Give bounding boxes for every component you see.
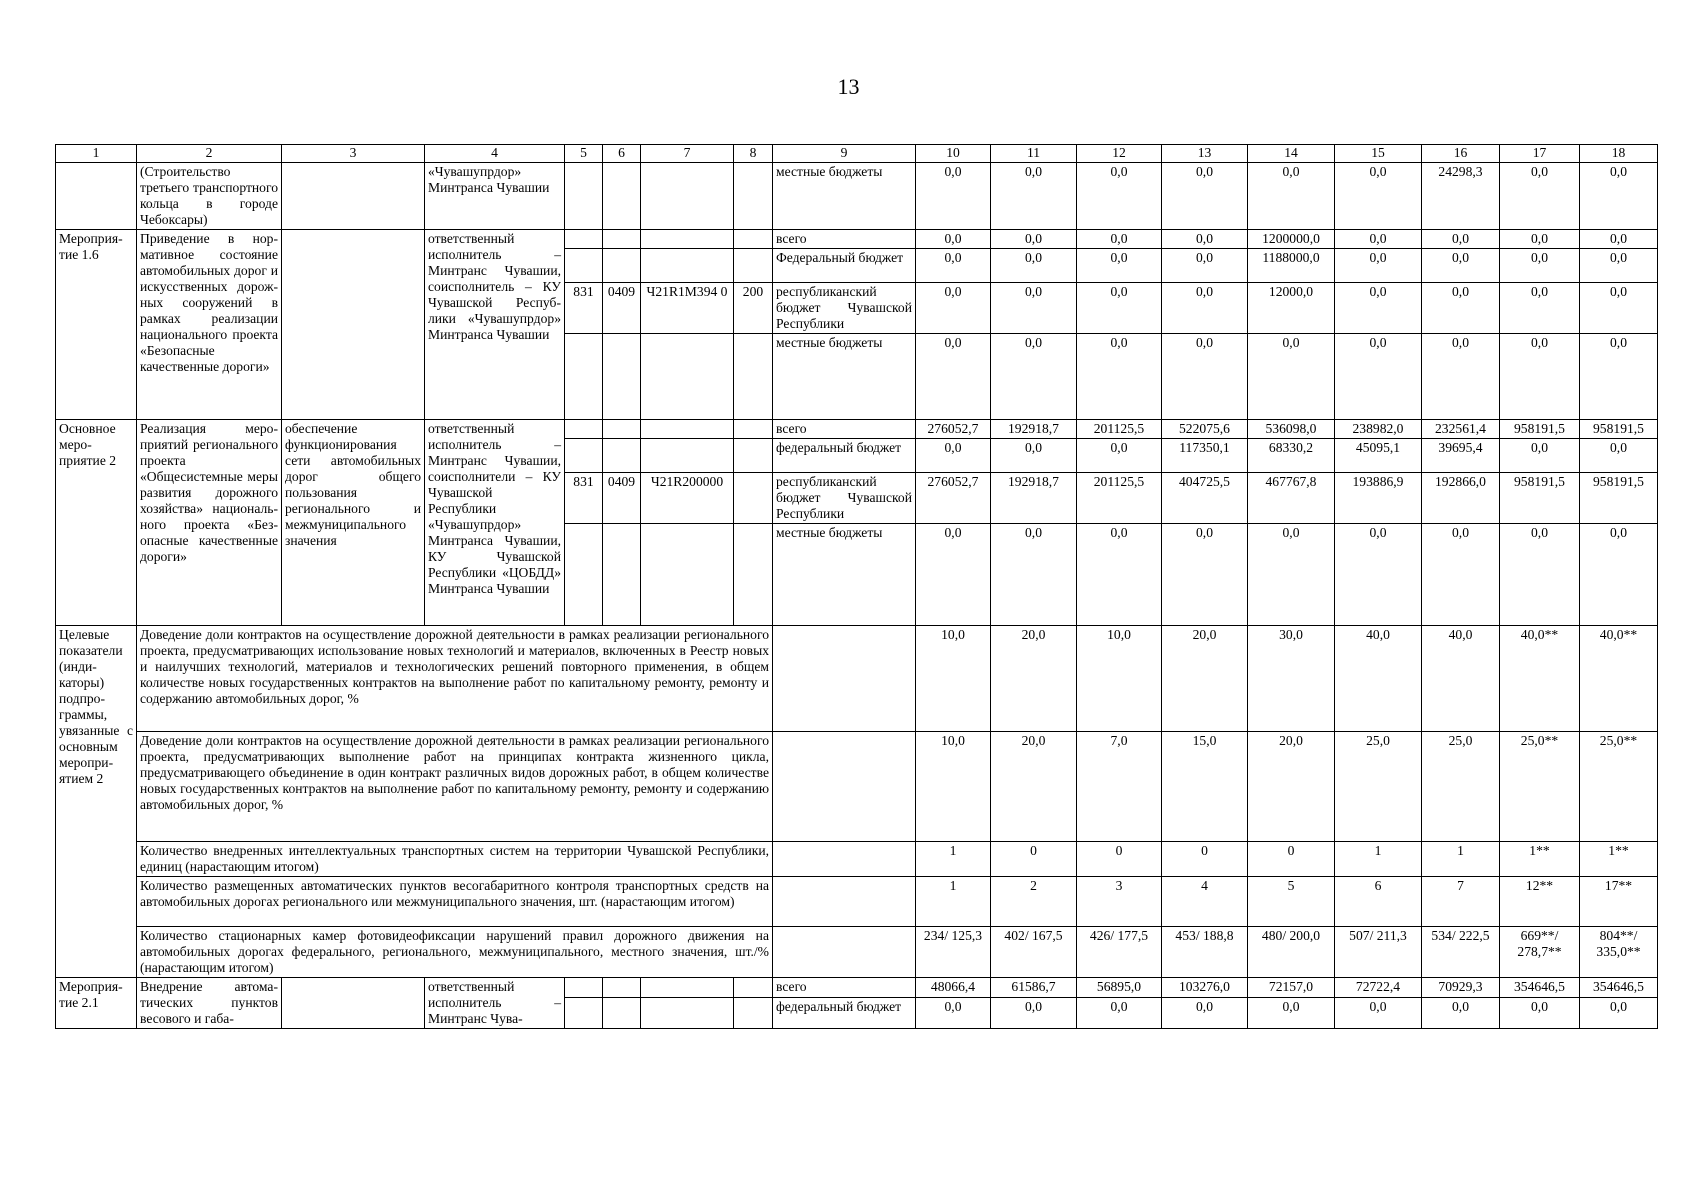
value-cell-col15: 0,0 (1335, 230, 1422, 249)
value-cell-col17: 0,0 (1500, 283, 1580, 334)
code-cell-6: 0409 (603, 283, 641, 334)
value-cell-col10: 0,0 (916, 997, 991, 1028)
value-cell-col16: 0,0 (1422, 230, 1500, 249)
value-cell-col18: 0,0 (1580, 439, 1658, 473)
source-cell: федеральный бюджет (773, 997, 916, 1028)
value-cell-col12: 7,0 (1077, 732, 1162, 842)
value-cell-col17: 25,0** (1500, 732, 1580, 842)
value-cell-col15: 45095,1 (1335, 439, 1422, 473)
value-cell-col13: 0,0 (1162, 230, 1248, 249)
value-cell-col15: 25,0 (1335, 732, 1422, 842)
value-cell-col11: 0,0 (991, 163, 1077, 230)
table-row (56, 420, 1658, 439)
value-cell-col17: 40,0** (1500, 626, 1580, 732)
value-cell-col13: 0,0 (1162, 524, 1248, 626)
value-cell-col15: 72722,4 (1335, 978, 1422, 998)
column-header-8: 8 (734, 145, 773, 163)
value-cell-col16: 0,0 (1422, 283, 1500, 334)
code-cell-7 (641, 334, 734, 420)
column-header-10: 10 (916, 145, 991, 163)
code-cell-8 (734, 334, 773, 420)
value-cell-col10: 0,0 (916, 163, 991, 230)
empty-cell (773, 842, 916, 877)
name-cell: (Строительство третьего транспортного кольца в городе Чебоксары) (137, 163, 282, 230)
value-cell-col17: 354646,5 (1500, 978, 1580, 998)
value-cell-col14: 0,0 (1248, 334, 1335, 420)
column-header-17: 17 (1500, 145, 1580, 163)
executor-cell: ответственный исполнитель – Минтранс Чувашии, соисполнитель – КУ Чувашской Республики «Чувашупрдор» Минтранса Чувашии (425, 230, 565, 420)
value-cell-col15: 1 (1335, 842, 1422, 877)
value-cell-col14: 467767,8 (1248, 473, 1335, 524)
value-cell-col16: 0,0 (1422, 249, 1500, 283)
code-cell-5 (565, 997, 603, 1028)
value-cell-col18: 958191,5 (1580, 473, 1658, 524)
value-cell-col11: 0,0 (991, 997, 1077, 1028)
value-cell-col12: 426/ 177,5 (1077, 927, 1162, 978)
code-cell-5 (565, 249, 603, 283)
table-row (56, 842, 1658, 877)
column-header-15: 15 (1335, 145, 1422, 163)
value-cell-col13: 103276,0 (1162, 978, 1248, 998)
value-cell-col15: 0,0 (1335, 997, 1422, 1028)
value-cell-col17: 0,0 (1500, 163, 1580, 230)
code-cell-5: 831 (565, 473, 603, 524)
value-cell-col16: 0,0 (1422, 997, 1500, 1028)
column-header-11: 11 (991, 145, 1077, 163)
column-header-14: 14 (1248, 145, 1335, 163)
empty-cell (282, 163, 425, 230)
table-row (56, 626, 1658, 732)
value-cell-col15: 238982,0 (1335, 420, 1422, 439)
value-cell-col15: 507/ 211,3 (1335, 927, 1422, 978)
value-cell-col11: 0,0 (991, 283, 1077, 334)
table-row (56, 145, 1658, 163)
code-cell-6 (603, 420, 641, 439)
value-cell-col17: 0,0 (1500, 334, 1580, 420)
value-cell-col18: 0,0 (1580, 249, 1658, 283)
value-cell-col16: 0,0 (1422, 524, 1500, 626)
source-cell: местные бюджеты (773, 524, 916, 626)
column-header-4: 4 (425, 145, 565, 163)
value-cell-col11: 0,0 (991, 230, 1077, 249)
code-cell-8 (734, 420, 773, 439)
value-cell-col14: 0,0 (1248, 163, 1335, 230)
value-cell-col12: 0,0 (1077, 283, 1162, 334)
value-cell-col17: 958191,5 (1500, 420, 1580, 439)
value-cell-col10: 0,0 (916, 249, 991, 283)
code-cell-8 (734, 473, 773, 524)
value-cell-col11: 20,0 (991, 626, 1077, 732)
value-cell-col11: 20,0 (991, 732, 1077, 842)
value-cell-col13: 0,0 (1162, 163, 1248, 230)
value-cell-col13: 404725,5 (1162, 473, 1248, 524)
code-cell-5 (565, 978, 603, 998)
value-cell-col12: 56895,0 (1077, 978, 1162, 998)
value-cell-col11: 402/ 167,5 (991, 927, 1077, 978)
code-cell-7: Ч21R1М394 0 (641, 283, 734, 334)
column-header-18: 18 (1580, 145, 1658, 163)
value-cell-col16: 192866,0 (1422, 473, 1500, 524)
value-cell-col16: 25,0 (1422, 732, 1500, 842)
table-row (56, 877, 1658, 927)
measure-goal-cell (282, 978, 425, 1029)
value-cell-col13: 4 (1162, 877, 1248, 927)
value-cell-col13: 117350,1 (1162, 439, 1248, 473)
empty-cell (56, 163, 137, 230)
value-cell-col14: 536098,0 (1248, 420, 1335, 439)
measure-goal-cell (282, 230, 425, 420)
value-cell-col14: 20,0 (1248, 732, 1335, 842)
code-cell-8 (734, 249, 773, 283)
value-cell-col12: 0,0 (1077, 334, 1162, 420)
value-cell-col13: 453/ 188,8 (1162, 927, 1248, 978)
indicator-text-cell: Доведение доли контрактов на осуществление дорожной деятельности в рамках реализации регионального проекта, предусматривающих выполнение работ на принципах контракта жизненного цикла, предусматривающего объединение в один контракт различных видов дорожных работ, в общем количестве новых государственных контрактов на выполнение работ по капитальному ремонту, ремонту и содержанию автомобильных дорог, % (137, 732, 773, 842)
value-cell-col10: 234/ 125,3 (916, 927, 991, 978)
value-cell-col14: 1200000,0 (1248, 230, 1335, 249)
empty-cell (603, 163, 641, 230)
source-cell: республиканский бюджет Чувашской Республики (773, 283, 916, 334)
code-cell-6 (603, 334, 641, 420)
value-cell-col12: 201125,5 (1077, 473, 1162, 524)
indicator-text-cell: Количество внедренных интеллектуальных транспортных систем на территории Чувашской Республики, единиц (нарастающим итогом) (137, 842, 773, 877)
value-cell-col18: 40,0** (1580, 626, 1658, 732)
value-cell-col12: 0,0 (1077, 230, 1162, 249)
value-cell-col13: 20,0 (1162, 626, 1248, 732)
column-header-6: 6 (603, 145, 641, 163)
code-cell-6 (603, 249, 641, 283)
empty-cell (734, 163, 773, 230)
value-cell-col10: 48066,4 (916, 978, 991, 998)
value-cell-col12: 0,0 (1077, 249, 1162, 283)
value-cell-col17: 0,0 (1500, 230, 1580, 249)
value-cell-col12: 0,0 (1077, 439, 1162, 473)
column-header-13: 13 (1162, 145, 1248, 163)
value-cell-col15: 0,0 (1335, 249, 1422, 283)
value-cell-col15: 0,0 (1335, 334, 1422, 420)
table-row (56, 163, 1658, 230)
indicator-text-cell: Доведение доли контрактов на осуществление дорожной деятельности в рамках реализации регионального проекта, предусматривающих использование новых технологий и материалов, включенных в Реестр новых и наилучших технологий, материалов и технологических решений повторного применения, в общем количестве новых государственных контрактов на выполнение работ по капитальному ремонту, ремонту и содержанию автомобильных дорог, % (137, 626, 773, 732)
empty-cell (773, 732, 916, 842)
value-cell-col16: 7 (1422, 877, 1500, 927)
value-cell-col16: 70929,3 (1422, 978, 1500, 998)
code-cell-7 (641, 978, 734, 998)
value-cell-col17: 669**/ 278,7** (1500, 927, 1580, 978)
code-cell-6 (603, 230, 641, 249)
value-cell-col10: 0,0 (916, 439, 991, 473)
column-header-16: 16 (1422, 145, 1500, 163)
value-cell-col17: 12** (1500, 877, 1580, 927)
table-row (56, 732, 1658, 842)
measure-label-cell: Основное мероприятие 2 (56, 420, 137, 626)
source-cell: всего (773, 230, 916, 249)
value-cell-col12: 10,0 (1077, 626, 1162, 732)
value-cell-col14: 5 (1248, 877, 1335, 927)
code-cell-8 (734, 524, 773, 626)
value-cell-col16: 39695,4 (1422, 439, 1500, 473)
value-cell-col18: 804**/ 335,0** (1580, 927, 1658, 978)
source-cell: местные бюджеты (773, 163, 916, 230)
value-cell-col17: 0,0 (1500, 524, 1580, 626)
value-cell-col18: 0,0 (1580, 163, 1658, 230)
value-cell-col13: 0 (1162, 842, 1248, 877)
value-cell-col16: 0,0 (1422, 334, 1500, 420)
code-cell-8 (734, 230, 773, 249)
code-cell-6: 0409 (603, 473, 641, 524)
code-cell-8 (734, 439, 773, 473)
indicators-label-cell: Целевые показатели (индикаторы) подпрограммы, увязанные с основным мероприятием 2 (56, 626, 137, 978)
table-row (56, 978, 1658, 998)
code-cell-5 (565, 524, 603, 626)
value-cell-col11: 0,0 (991, 524, 1077, 626)
column-header-3: 3 (282, 145, 425, 163)
column-header-12: 12 (1077, 145, 1162, 163)
page-number: 13 (837, 74, 860, 99)
value-cell-col18: 17** (1580, 877, 1658, 927)
code-cell-8 (734, 997, 773, 1028)
value-cell-col12: 0,0 (1077, 163, 1162, 230)
measure-name-cell: Внедрение автоматических пунктов весового и габа- (137, 978, 282, 1029)
code-cell-8 (734, 978, 773, 998)
source-cell: всего (773, 420, 916, 439)
budget-table (55, 144, 1658, 1029)
source-cell: местные бюджеты (773, 334, 916, 420)
empty-cell (773, 877, 916, 927)
value-cell-col17: 0,0 (1500, 997, 1580, 1028)
value-cell-col10: 10,0 (916, 732, 991, 842)
code-cell-7: Ч21R200000 (641, 473, 734, 524)
value-cell-col13: 0,0 (1162, 249, 1248, 283)
measure-label-cell: Мероприятие 1.6 (56, 230, 137, 420)
code-cell-5 (565, 420, 603, 439)
value-cell-col12: 0,0 (1077, 997, 1162, 1028)
code-cell-7 (641, 997, 734, 1028)
executor-cell: «Чувашупрдор» Минтранса Чувашии (425, 163, 565, 230)
value-cell-col17: 1** (1500, 842, 1580, 877)
value-cell-col14: 0,0 (1248, 524, 1335, 626)
code-cell-5 (565, 439, 603, 473)
executor-cell: ответственный исполнитель – Минтранс Чувашии, соисполнители – КУ Чувашской Республики «Чувашупрдор» Минтранса Чувашии, КУ Чувашской Республики «ЦОБДД» Минтранса Чувашии (425, 420, 565, 626)
value-cell-col18: 0,0 (1580, 334, 1658, 420)
measure-label-cell: Мероприятие 2.1 (56, 978, 137, 1029)
value-cell-col18: 0,0 (1580, 283, 1658, 334)
value-cell-col16: 534/ 222,5 (1422, 927, 1500, 978)
source-cell: Федеральный бюджет (773, 249, 916, 283)
value-cell-col10: 0,0 (916, 230, 991, 249)
value-cell-col11: 61586,7 (991, 978, 1077, 998)
code-cell-7 (641, 230, 734, 249)
value-cell-col17: 0,0 (1500, 439, 1580, 473)
value-cell-col11: 192918,7 (991, 473, 1077, 524)
value-cell-col10: 276052,7 (916, 473, 991, 524)
value-cell-col16: 24298,3 (1422, 163, 1500, 230)
value-cell-col16: 40,0 (1422, 626, 1500, 732)
value-cell-col17: 0,0 (1500, 249, 1580, 283)
empty-cell (565, 163, 603, 230)
value-cell-col13: 522075,6 (1162, 420, 1248, 439)
value-cell-col14: 480/ 200,0 (1248, 927, 1335, 978)
value-cell-col10: 276052,7 (916, 420, 991, 439)
value-cell-col15: 0,0 (1335, 524, 1422, 626)
code-cell-8: 200 (734, 283, 773, 334)
measure-name-cell: Приведение в нормативное состояние автомобильных дорог и искусственных дорожных сооружений в рамках реализации национального проекта «Безопасные качественные дороги» (137, 230, 282, 420)
code-cell-5: 831 (565, 283, 603, 334)
table-row (56, 927, 1658, 978)
value-cell-col10: 1 (916, 877, 991, 927)
indicator-text-cell: Количество размещенных автоматических пунктов весогабаритного контроля транспортных средств на автомобильных дорогах регионального или межмуниципального значения, шт. (нарастающим итогом) (137, 877, 773, 927)
value-cell-col17: 958191,5 (1500, 473, 1580, 524)
value-cell-col15: 6 (1335, 877, 1422, 927)
value-cell-col11: 192918,7 (991, 420, 1077, 439)
column-header-5: 5 (565, 145, 603, 163)
value-cell-col14: 0,0 (1248, 997, 1335, 1028)
value-cell-col18: 958191,5 (1580, 420, 1658, 439)
value-cell-col12: 0,0 (1077, 524, 1162, 626)
value-cell-col10: 0,0 (916, 283, 991, 334)
measure-name-cell: Реализация мероприятий регионального проекта «Общесистемные меры развития дорожного хозяйства» национального проекта «Безопасные качественные дороги» (137, 420, 282, 626)
source-cell: всего (773, 978, 916, 998)
indicator-text-cell: Количество стационарных камер фотовидеофиксации нарушений правил дорожного движения на автомобильных дорогах федерального, регионального, межмуниципального, местного значения, шт./% (нарастающим итогом) (137, 927, 773, 978)
value-cell-col18: 0,0 (1580, 524, 1658, 626)
code-cell-7 (641, 420, 734, 439)
value-cell-col18: 354646,5 (1580, 978, 1658, 998)
value-cell-col14: 12000,0 (1248, 283, 1335, 334)
value-cell-col15: 0,0 (1335, 163, 1422, 230)
column-header-7: 7 (641, 145, 734, 163)
value-cell-col10: 10,0 (916, 626, 991, 732)
source-cell: федеральный бюджет (773, 439, 916, 473)
value-cell-col14: 1188000,0 (1248, 249, 1335, 283)
value-cell-col15: 0,0 (1335, 283, 1422, 334)
value-cell-col16: 1 (1422, 842, 1500, 877)
value-cell-col12: 3 (1077, 877, 1162, 927)
value-cell-col18: 0,0 (1580, 230, 1658, 249)
value-cell-col12: 201125,5 (1077, 420, 1162, 439)
code-cell-6 (603, 439, 641, 473)
code-cell-6 (603, 978, 641, 998)
value-cell-col12: 0 (1077, 842, 1162, 877)
value-cell-col11: 0,0 (991, 249, 1077, 283)
column-header-9: 9 (773, 145, 916, 163)
value-cell-col14: 68330,2 (1248, 439, 1335, 473)
value-cell-col13: 0,0 (1162, 334, 1248, 420)
value-cell-col14: 30,0 (1248, 626, 1335, 732)
code-cell-6 (603, 997, 641, 1028)
column-header-1: 1 (56, 145, 137, 163)
value-cell-col18: 25,0** (1580, 732, 1658, 842)
executor-cell: ответственный исполнитель – Минтранс Чува- (425, 978, 565, 1029)
value-cell-col10: 0,0 (916, 524, 991, 626)
value-cell-col18: 0,0 (1580, 997, 1658, 1028)
code-cell-6 (603, 524, 641, 626)
value-cell-col11: 2 (991, 877, 1077, 927)
code-cell-5 (565, 334, 603, 420)
column-header-2: 2 (137, 145, 282, 163)
empty-cell (773, 626, 916, 732)
value-cell-col16: 232561,4 (1422, 420, 1500, 439)
value-cell-col10: 0,0 (916, 334, 991, 420)
code-cell-7 (641, 249, 734, 283)
value-cell-col11: 0,0 (991, 439, 1077, 473)
empty-cell (773, 927, 916, 978)
table-row (56, 230, 1658, 249)
measure-goal-cell: обеспечение функционирования сети автомобильных дорог общего пользования регионального и межмуниципального значения (282, 420, 425, 626)
value-cell-col10: 1 (916, 842, 991, 877)
value-cell-col14: 72157,0 (1248, 978, 1335, 998)
code-cell-7 (641, 524, 734, 626)
value-cell-col11: 0 (991, 842, 1077, 877)
value-cell-col13: 0,0 (1162, 283, 1248, 334)
value-cell-col18: 1** (1580, 842, 1658, 877)
value-cell-col13: 0,0 (1162, 997, 1248, 1028)
value-cell-col15: 193886,9 (1335, 473, 1422, 524)
value-cell-col13: 15,0 (1162, 732, 1248, 842)
value-cell-col15: 40,0 (1335, 626, 1422, 732)
code-cell-7 (641, 439, 734, 473)
source-cell: республиканский бюджет Чувашской Республики (773, 473, 916, 524)
code-cell-5 (565, 230, 603, 249)
empty-cell (641, 163, 734, 230)
value-cell-col14: 0 (1248, 842, 1335, 877)
value-cell-col11: 0,0 (991, 334, 1077, 420)
